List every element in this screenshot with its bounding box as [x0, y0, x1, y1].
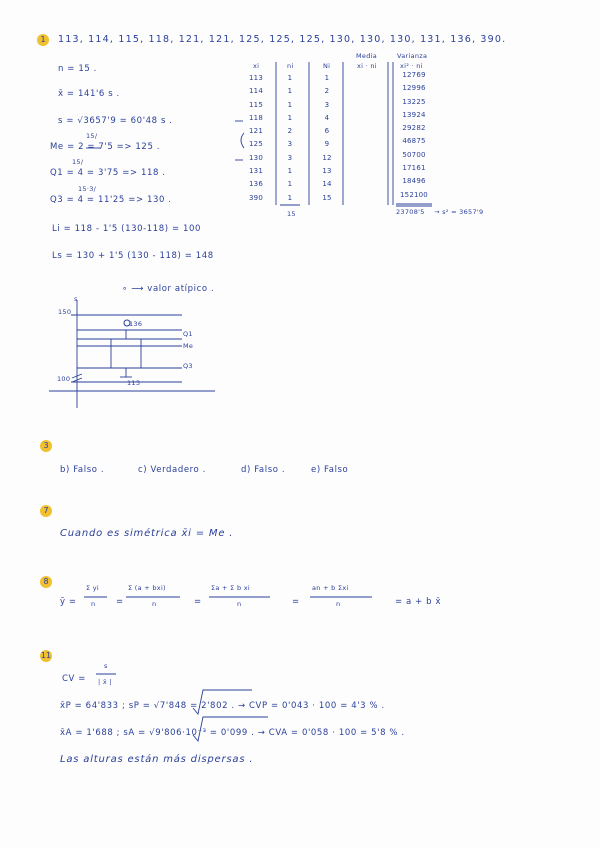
- ni-cell: 1: [287, 113, 293, 122]
- boxplot-label-100: 100: [57, 375, 71, 383]
- boxplot-label-q3: Q3: [183, 362, 193, 370]
- x2ni-cell: 152100: [400, 190, 428, 199]
- xi-cell: 390: [249, 193, 263, 202]
- Ni-cell: 13: [322, 167, 332, 176]
- x2-total: 23708'5: [396, 208, 425, 216]
- ni-cell: 3: [287, 153, 293, 162]
- xi-cell: 121: [249, 127, 263, 136]
- boxplot-label-150: 150: [58, 308, 72, 316]
- boxplot-label-q1: Q1: [183, 330, 193, 338]
- frac2-num: Σ (a + bxi): [128, 584, 166, 592]
- cv-denominator: | x̄ |: [98, 678, 112, 686]
- Ni-cell: 15: [322, 193, 332, 202]
- exercise-11-marker: 11: [40, 651, 52, 660]
- col-header-xini: xi · ni: [357, 62, 377, 70]
- x2ni-cell: 13924: [402, 110, 426, 119]
- sqrt-a: [193, 717, 268, 741]
- answer-c: c) Verdadero .: [138, 465, 206, 475]
- xi-cell: 113: [249, 74, 263, 82]
- x2ni-cell: 50700: [402, 150, 426, 159]
- q1-superscript: 15/: [72, 158, 84, 166]
- cv-label: CV =: [62, 674, 86, 684]
- xi-cell: 130: [249, 153, 263, 162]
- exercise-8-marker: 8: [40, 576, 52, 588]
- xi-cell: 131: [249, 167, 263, 176]
- ni-total: 15: [287, 210, 296, 218]
- ni-cell: 1: [287, 100, 293, 109]
- mean-y-label: ȳ =: [60, 597, 77, 607]
- Ni-cell: 12: [322, 153, 332, 162]
- mean-line: x̄ = 141'6 s .: [58, 89, 120, 99]
- x2ni-cell: 12769: [402, 71, 426, 79]
- sqrt-p: [193, 690, 252, 714]
- upper-limit: Ls = 130 + 1'5 (130 - 118) = 148: [52, 251, 214, 261]
- boxplot-y-axis-label: s: [74, 295, 78, 303]
- cv-line-a: x̄A = 1'688 ; sA = √9'806·10⁻³ = 0'099 . → CVA = 0'058 · 100 = 5'8 % .: [60, 728, 405, 738]
- table-header-media: Media: [356, 52, 378, 60]
- col-header-ni: ni: [287, 62, 294, 70]
- frac2-den: n: [152, 600, 157, 608]
- Ni-cell: 3: [324, 100, 330, 109]
- ni-cell: 1: [287, 87, 293, 96]
- boxplot-box: [111, 339, 141, 368]
- eq1: =: [116, 597, 124, 607]
- eq2: =: [194, 597, 202, 607]
- Ni-cell: 14: [322, 180, 332, 189]
- Ni-cell: 1: [324, 74, 330, 82]
- Ni-cell: 6: [324, 127, 330, 136]
- median-line: Me = 2 = 7'5 => 125 .: [50, 142, 161, 152]
- xi-cell: 125: [249, 140, 263, 149]
- answer-e: e) Falso: [311, 465, 349, 475]
- ni-cell: 2: [287, 127, 293, 136]
- col-header-x2ni: xi² · ni: [400, 62, 423, 70]
- boxplot-label-113: 113: [127, 379, 141, 387]
- conclusion: Las alturas están más dispersas .: [60, 754, 254, 765]
- x2ni-cell: 46875: [402, 137, 426, 146]
- ni-cell: 1: [287, 167, 293, 176]
- brace-mark: [241, 133, 244, 148]
- frac1-den: n: [91, 600, 96, 608]
- ni-cell: 1: [287, 193, 293, 202]
- x2ni-cell: 13225: [402, 97, 426, 106]
- xi-cell: 136: [249, 180, 263, 189]
- Ni-cell: 4: [324, 113, 330, 122]
- Ni-cell: 2: [324, 87, 330, 96]
- ni-cell: 1: [287, 180, 293, 189]
- boxplot-label-me: Me: [183, 342, 194, 350]
- x2ni-cell: 12996: [402, 84, 426, 93]
- frac1-num: Σ yi: [86, 584, 100, 592]
- xi-cell: 115: [249, 100, 263, 109]
- linear-mean-result: = a + b x̄: [395, 597, 442, 607]
- exercise-7-marker: 7: [40, 505, 52, 517]
- cv-line-p: x̄P = 64'833 ; sP = √7'848 = 2'802 . → CVP = 0'043 · 100 = 4'3 % .: [60, 701, 385, 711]
- Ni-cell: 9: [324, 140, 330, 149]
- eq3: =: [292, 597, 300, 607]
- cv-numerator: s: [104, 662, 108, 670]
- ni-cell: 1: [287, 74, 293, 82]
- col-header-xi: xi: [253, 62, 260, 70]
- answer-d: d) Falso .: [241, 465, 286, 475]
- x2ni-cell: 17161: [402, 164, 426, 173]
- q1-line: Q1 = 4 = 3'75 => 118 .: [50, 168, 166, 178]
- answer-b: b) Falso .: [60, 465, 105, 475]
- ni-cell: 3: [287, 140, 293, 149]
- outlier-note: ∘ ⟶ valor atípico .: [122, 284, 215, 294]
- sample-size: n = 15 .: [58, 64, 97, 74]
- exercise-3-marker: 3: [40, 440, 52, 452]
- data-list: 113, 114, 115, 118, 121, 121, 125, 125, 125, 130, 130, 130, 131, 136, 390.: [58, 34, 507, 45]
- frac4-num: an + b Σxi: [312, 584, 349, 592]
- table-header-varianza: Varianza: [397, 52, 428, 60]
- frac4-den: n: [336, 600, 341, 608]
- std-dev-line: s = √3657'9 = 60'48 s .: [58, 116, 173, 126]
- boxplot-label-136: 136: [129, 320, 143, 328]
- outlier-marker: [124, 320, 130, 326]
- xi-cell: 118: [249, 113, 263, 122]
- col-header-Ni: Ni: [323, 62, 331, 70]
- q3-line: Q3 = 4 = 11'25 => 130 .: [50, 195, 172, 205]
- variance-result: → s² = 3657'9: [434, 208, 484, 216]
- lower-limit: Li = 118 - 1'5 (130-118) = 100: [52, 224, 202, 234]
- median-superscript: 15/: [86, 132, 98, 140]
- x2ni-cell: 29282: [402, 124, 426, 133]
- q3-superscript: 15·3/: [78, 185, 97, 193]
- frac3-den: n: [237, 600, 242, 608]
- exercise-1-marker: 1: [37, 34, 49, 46]
- x2ni-cell: 18496: [402, 177, 426, 186]
- symmetry-statement: Cuando es simétrica x̄i = Me .: [60, 528, 234, 539]
- xi-cell: 114: [249, 87, 263, 96]
- frac3-num: Σa + Σ b xi: [211, 584, 250, 592]
